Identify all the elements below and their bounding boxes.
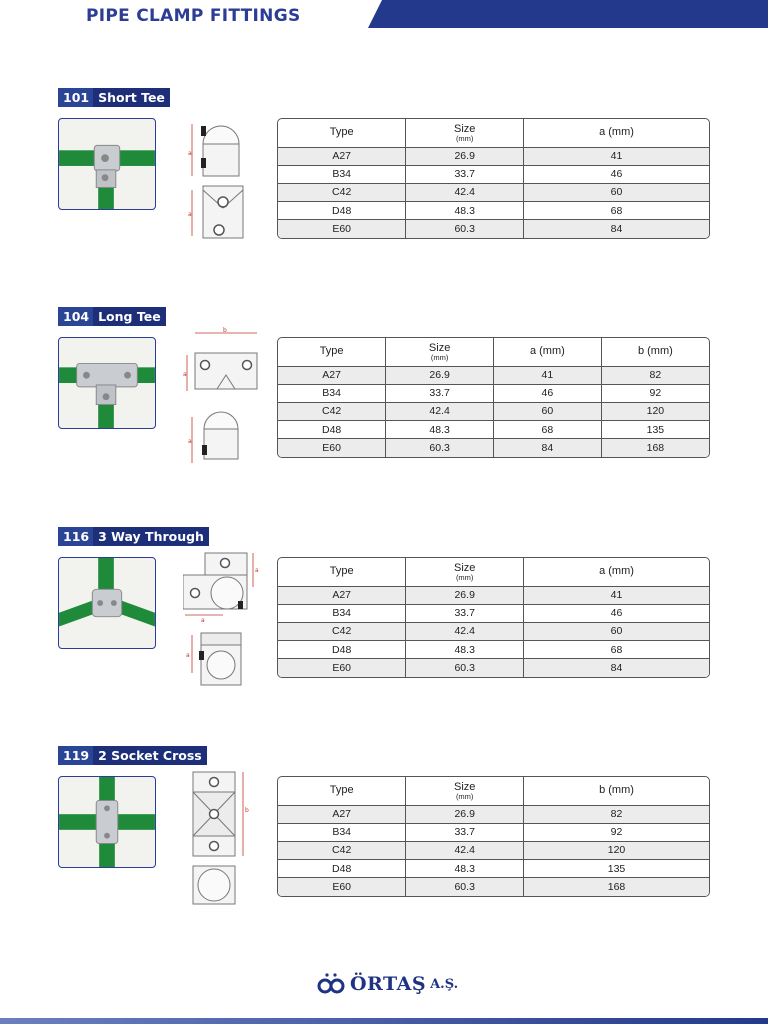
table-row: D48 48.3 68	[278, 202, 709, 220]
page-title: PIPE CLAMP FITTINGS	[86, 6, 301, 26]
infinity-logo-icon	[316, 973, 346, 995]
column-header: Size (mm)	[406, 777, 524, 805]
company-logo	[316, 973, 458, 995]
dimension-label-b: b	[223, 327, 227, 334]
technical-drawing	[183, 547, 273, 689]
section-short-tee	[58, 88, 718, 288]
dimension-label-a: a	[188, 211, 192, 218]
column-header: Type	[278, 338, 386, 366]
product-name: 3 Way Through	[93, 527, 209, 546]
product-name: 2 Socket Cross	[93, 746, 207, 765]
table-row: B34 33.7 92	[278, 823, 709, 841]
table-row: B34 33.7 46	[278, 165, 709, 183]
table-row: D48 48.3 68 135	[278, 421, 709, 439]
technical-drawing	[183, 766, 273, 908]
table-row: B34 33.7 46	[278, 604, 709, 622]
dimension-label-a: a	[188, 150, 192, 157]
product-name: Short Tee	[93, 88, 170, 107]
dimension-label-b: b	[245, 807, 249, 814]
table-row: A27 26.9 41	[278, 586, 709, 604]
logo-brand-text: ÖRTAŞ	[350, 973, 427, 995]
section-long-tee	[58, 307, 718, 507]
section-2-socket-cross	[58, 746, 718, 946]
table-row: A27 26.9 41	[278, 147, 709, 165]
product-tag	[58, 307, 166, 326]
product-photo	[58, 337, 156, 429]
header-bar	[368, 0, 768, 28]
product-name: Long Tee	[93, 307, 166, 326]
spec-table	[277, 557, 710, 678]
table-row: C42 42.4 60	[278, 622, 709, 640]
product-photo	[58, 118, 156, 210]
column-header: a (mm)	[524, 558, 710, 586]
table-row: A27 26.9 82	[278, 805, 709, 823]
product-code: 119	[58, 746, 93, 765]
column-header: Size (mm)	[406, 119, 524, 147]
product-photo	[58, 557, 156, 649]
dimension-label-a: a	[201, 617, 205, 624]
column-header: Size (mm)	[386, 338, 494, 366]
product-code: 101	[58, 88, 93, 107]
column-header: b (mm)	[601, 338, 709, 366]
footer-bar	[0, 1018, 768, 1024]
technical-drawing	[183, 108, 273, 250]
table-row: E60 60.3 84 168	[278, 439, 709, 457]
table-row: D48 48.3 68	[278, 641, 709, 659]
spec-table	[277, 337, 710, 458]
table-row: C42 42.4 120	[278, 841, 709, 859]
column-header: Size (mm)	[406, 558, 524, 586]
dimension-label-a: a	[186, 652, 190, 659]
table-row: D48 48.3 135	[278, 860, 709, 878]
table-row: C42 42.4 60 120	[278, 402, 709, 420]
column-header: Type	[278, 119, 406, 147]
dimension-label-a: a	[183, 371, 187, 378]
table-row: E60 60.3 168	[278, 878, 709, 896]
product-code: 116	[58, 527, 93, 546]
dimension-label-a: a	[188, 438, 192, 445]
table-row: E60 60.3 84	[278, 659, 709, 677]
column-header: b (mm)	[524, 777, 710, 805]
spec-table	[277, 118, 710, 239]
dimension-label-a: a	[255, 567, 259, 574]
product-tag	[58, 527, 209, 546]
column-header: a (mm)	[494, 338, 602, 366]
logo-suffix-text: A.Ş.	[430, 976, 459, 992]
column-header: Type	[278, 558, 406, 586]
product-tag	[58, 88, 170, 107]
product-photo	[58, 776, 156, 868]
table-row: E60 60.3 84	[278, 220, 709, 238]
column-header: Type	[278, 777, 406, 805]
table-row: C42 42.4 60	[278, 183, 709, 201]
table-row: B34 33.7 46 92	[278, 384, 709, 402]
spec-table	[277, 776, 710, 897]
section-3-way-through	[58, 527, 718, 727]
product-tag	[58, 746, 207, 765]
table-row: A27 26.9 41 82	[278, 366, 709, 384]
technical-drawing	[183, 327, 273, 469]
column-header: a (mm)	[524, 119, 710, 147]
product-code: 104	[58, 307, 93, 326]
